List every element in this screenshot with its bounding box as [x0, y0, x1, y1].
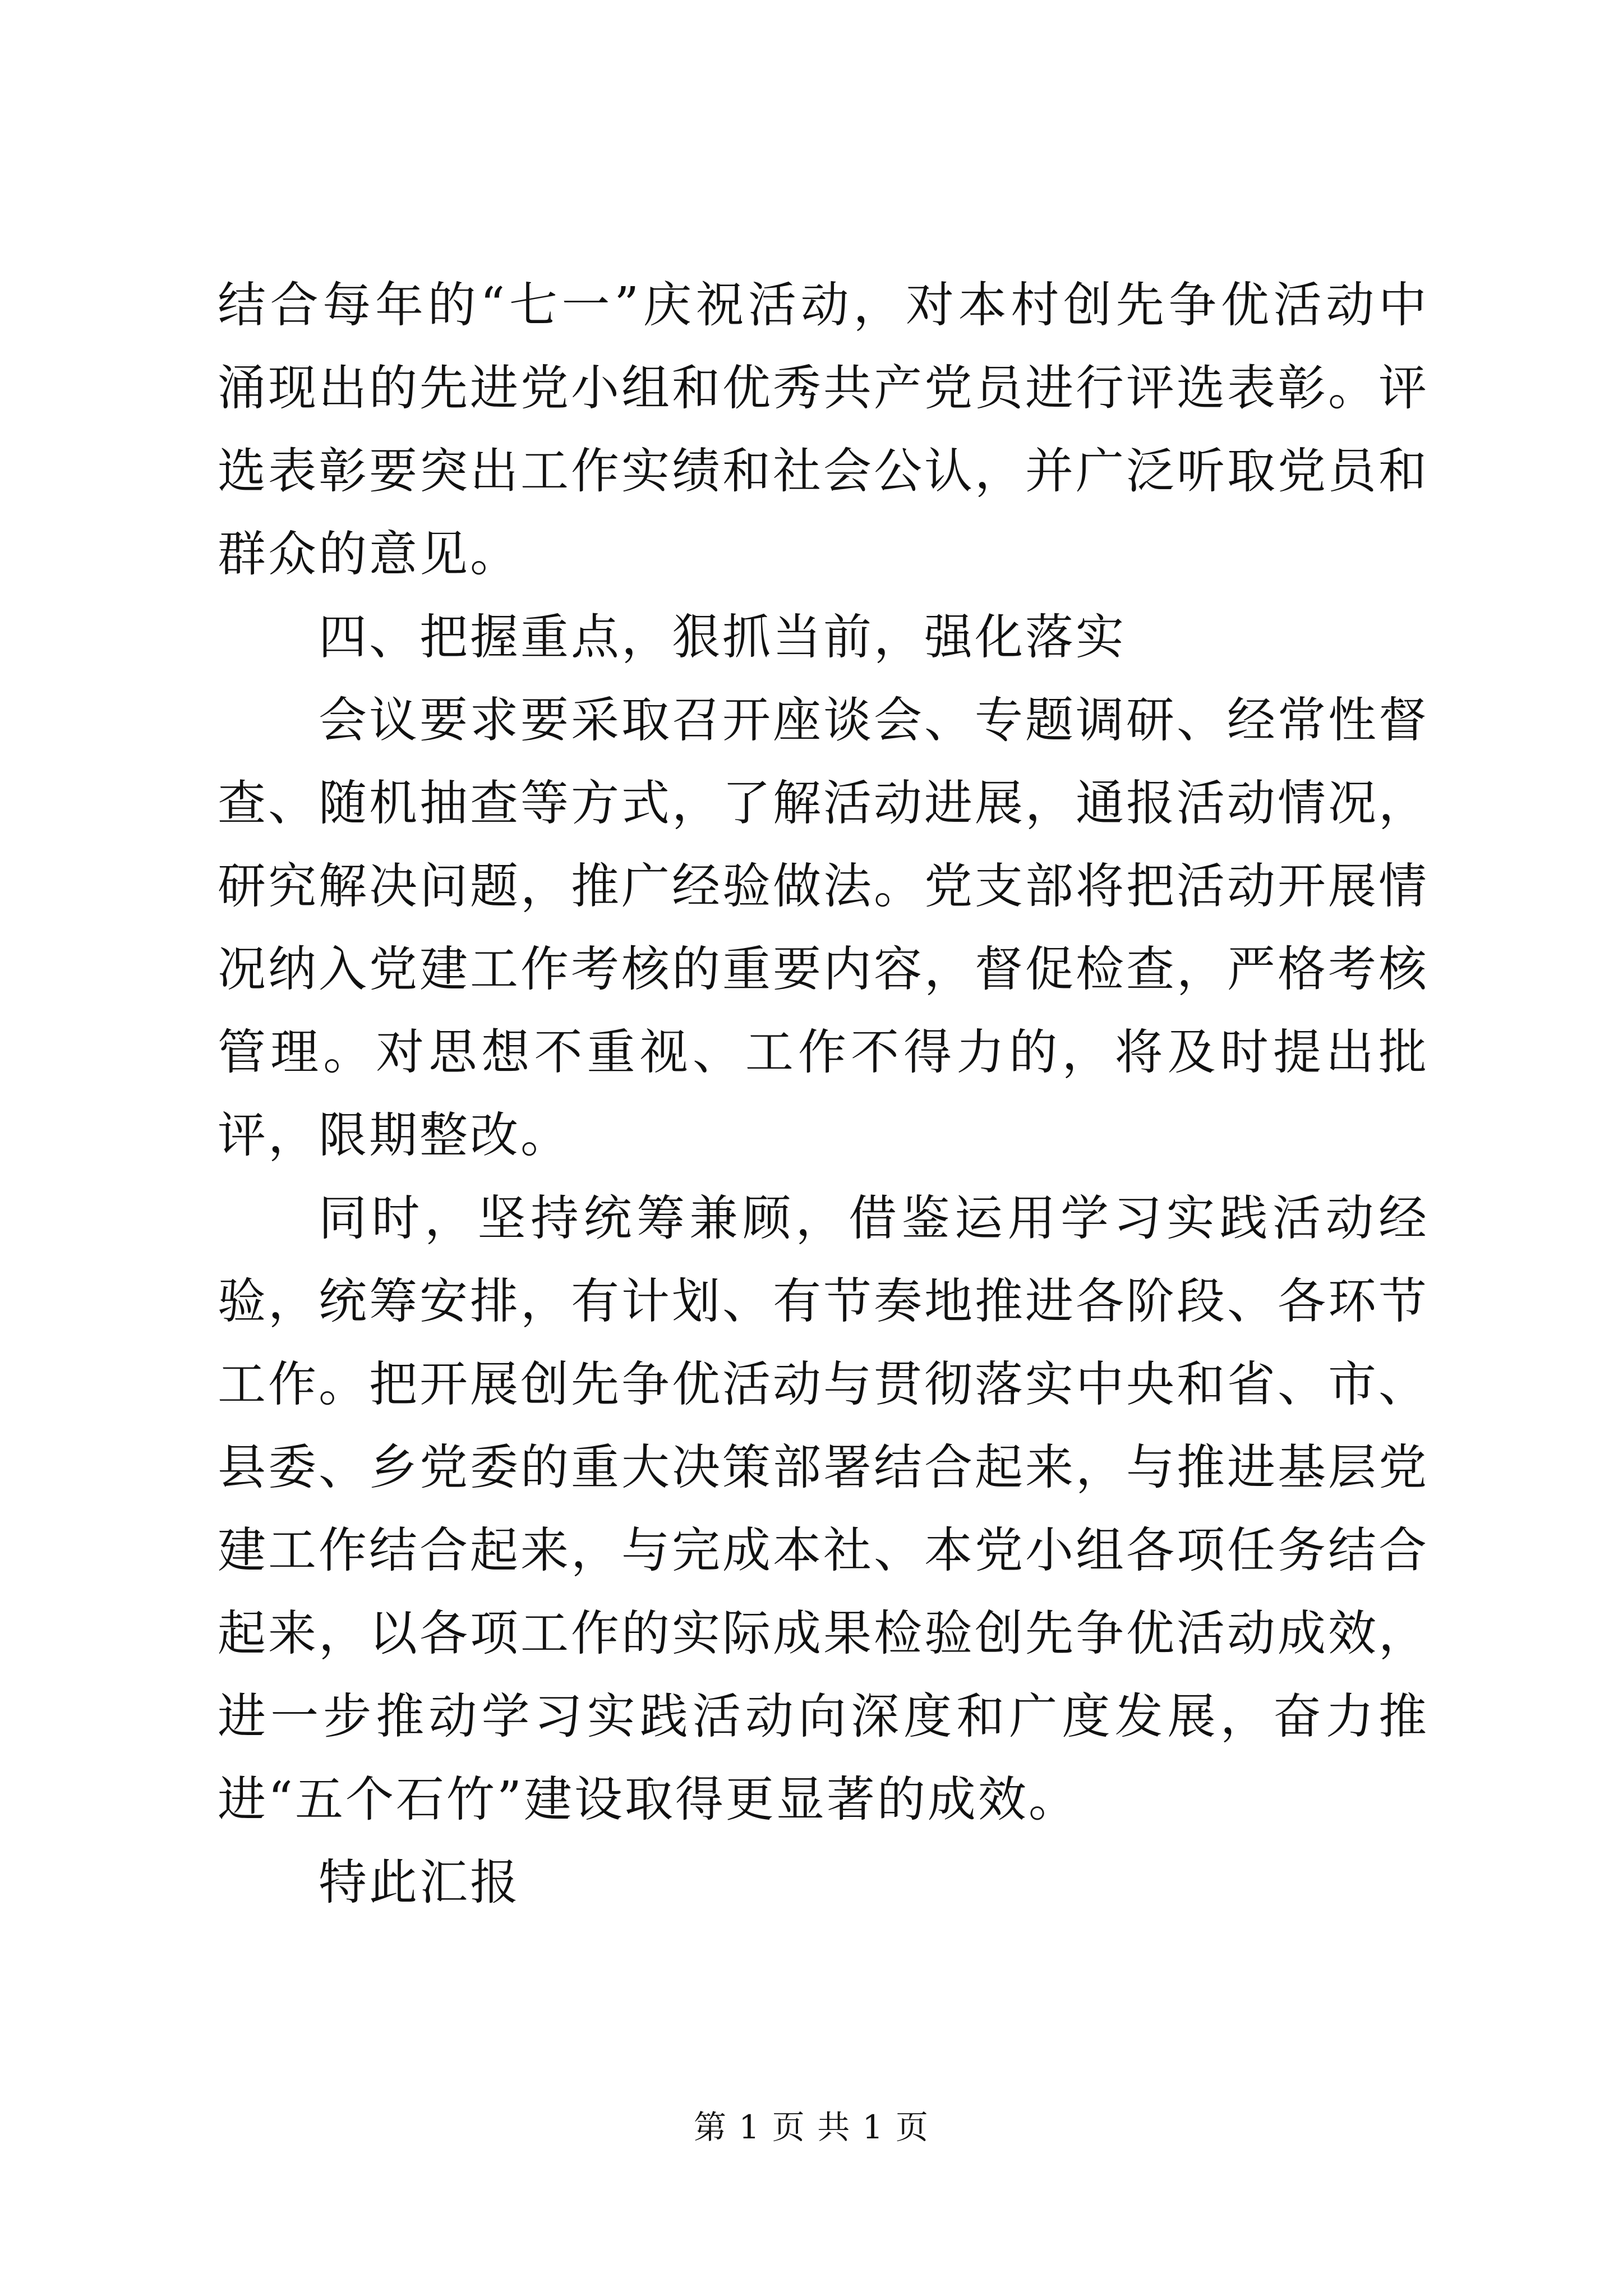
page-number-footer: 第 1 页 共 1 页 — [694, 2108, 929, 2146]
closing-line: 特此汇报 — [319, 1855, 520, 1911]
paragraph-meeting-requirements: 会议要求要采取召开座谈会、专题调研、经常性督查、随机抽查等方式，了解活动进展，通报活动情况，研究解决问题，推广经验做法。党支部将把活动开展情况纳入党建工作考核的重要内容，督促检查，严格考核管理。对思想不重视、工作不得力的，将及时提出批评，限期整改。 — [218, 692, 1429, 1163]
document-body — [218, 264, 1429, 1924]
section-heading: 四、把握重点，狠抓当前，强化落实 — [319, 609, 1126, 665]
paragraph-coordination: 同时，坚持统筹兼顾，借鉴运用学习实践活动经验，统筹安排，有计划、有节奏地推进各阶段、各环节工作。把开展创先争优活动与贯彻落实中央和省、市、县委、乡党委的重大决策部署结合起来，与推进基层党建工作结合起来，与完成本社、本党小组各项任务结合起来，以各项工作的实际成果检验创先争优活动成效，进一步推动学习实践活动向深度和广度发展，奋力推进“五个石竹”建设取得更显著的成效。 — [218, 1190, 1429, 1828]
paragraph-continuation: 结合每年的“七一”庆祝活动，对本村创先争优活动中涌现出的先进党小组和优秀共产党员进行评选表彰。评选表彰要突出工作实绩和社会公认，并广泛听取党员和群众的意见。 — [218, 277, 1429, 582]
